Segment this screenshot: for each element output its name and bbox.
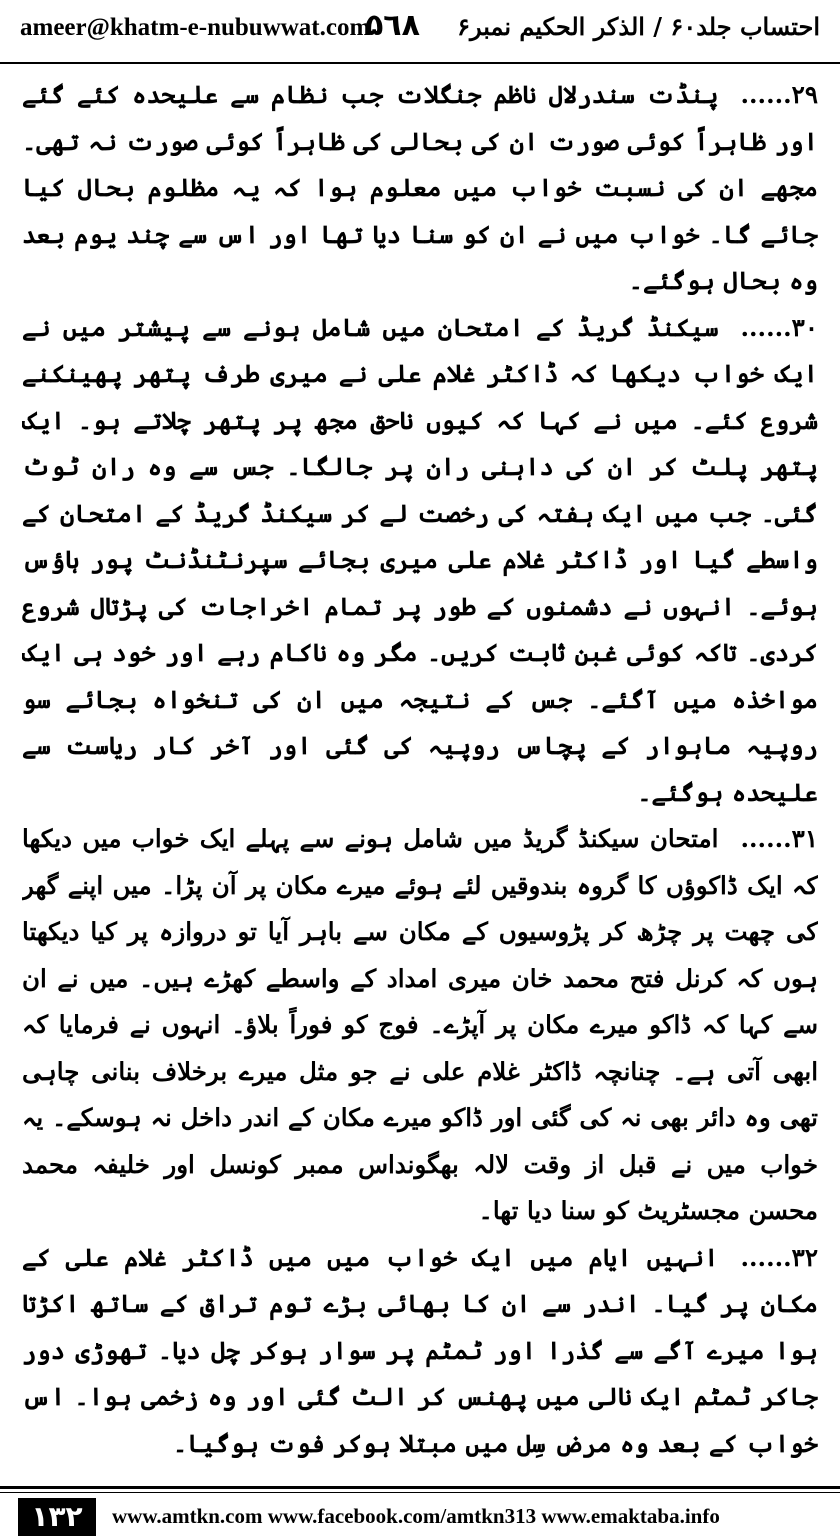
footer-urls: www.amtkn.com www.facebook.com/amtkn313 www.emaktaba.info (112, 1504, 720, 1528)
paragraph-number: ۳۰...... (740, 312, 818, 342)
paragraph (22, 1235, 818, 1465)
footer-rule-thin (0, 1492, 840, 1493)
paragraph-text: پنڈت سندرلال ناظم جنگلات جب نظام سے علیحدہ کئے گئے اور ظاہراً کوئی صورت ان کی بحالی کی ظاہراً کوئی صورت نہ تھی۔ مجھے ان کی نسبت خواب میں معلوم ہوا کہ یہ مظلوم بحال کیا جائے گا۔ خواب میں نے ان کو سنا دیا تھا اور اس سے چند یوم بعد وہ بحال ہوگئے۔ (22, 80, 818, 295)
paragraph-number: ۳۲...... (740, 1242, 818, 1272)
paragraph-text: سیکنڈ گریڈ کے امتحان میں شامل ہونے سے پیشتر میں نے ایک خواب دیکھا کہ ڈاکٹر غلام علی نے میری طرف پتھر پھینکنے شروع کئے۔ میں نے کہا کہ کیوں ناحق مجھ پر پتھر چلاتے ہو۔ ایک پتھر پلٹ کر ان کی داہنی ران پر جالگا۔ جس سے وہ ران ٹوٹ گئی۔ جب میں ایک ہفتہ کی رخصت لے کر سیکنڈ گریڈ کے امتحان کے واسطے گیا اور ڈاکٹر غلام علی میری بجائے سپرنٹنڈنٹ پور ہاؤس ہوئے۔ انہوں نے دشمنوں کے طور پر تمام اخراجات کی پڑتال شروع کردی۔ تاکہ کوئی غبن ثابت کریں۔ مگر وہ ناکام رہے اور خود ہی ایک مواخذہ میں آگئے۔ جس کے نتیجہ میں ان کی تنخواہ بجائے سو روپیہ ماہوار کے پچاس روپیہ کی گئی اور آخر کار ریاست سے علیحدہ ہوگئے۔ (22, 312, 818, 807)
header-title: احتساب جلد۶۰ / الذکر الحکیم نمبر۶ (457, 12, 820, 41)
page-content (22, 72, 818, 1464)
footer-rule (0, 1486, 840, 1489)
header-page-number: ۵٦۸ (365, 8, 420, 43)
footer-page-number: ۱۳۲ (18, 1498, 96, 1536)
paragraph-text: انہیں ایام میں ایک خواب میں میں ڈاکٹر غلام علی کے مکان پر گیا۔ اندر سے ان کا بھائی بڑے توم تراق کے ساتھ اکڑتا ہوا میرے آگے سے گذرا اور ٹمٹم پر سوار ہوکر چل دیا۔ تھوڑی دور جاکر ٹمٹم ایک نالی میں پھنس کر الٹ گئی اور وہ زخمی ہوا۔ اس خواب کے بعد وہ مرض سِل میں مبتلا ہوکر فوت ہوگیا۔ (22, 1242, 818, 1458)
page-header (0, 0, 840, 64)
paragraph (22, 305, 818, 817)
paragraph (22, 816, 818, 1235)
paragraph-number: ۳۱...... (740, 824, 818, 853)
paragraph-number: ۲۹...... (740, 80, 818, 109)
page-footer (0, 1486, 840, 1540)
header-email: ameer@khatm-e-nubuwwat.com (20, 14, 371, 41)
paragraph-text: امتحان سیکنڈ گریڈ میں شامل ہونے سے پہلے ایک خواب میں دیکھا کہ ایک ڈاکوؤں کا گروہ بندوقیں لئے ہوئے میرے مکان پر آن پڑا۔ میں اپنے گھر کی چھت پر چڑھ کر پڑوسیوں کے مکان سے باہر آیا تو دروازہ پر کیا دیکھتا ہوں کہ کرنل فتح محمد خان میری امداد کے واسطے کھڑے ہیں۔ میں نے ان سے کہا کہ ڈاکو میرے مکان پر آپڑے۔ فوج کو فوراً بلاؤ۔ انہوں نے فرمایا کہ ابھی آتی ہے۔ چنانچہ ڈاکٹر غلام علی نے جو مثل میرے برخلاف بنانی چاہی تھی وہ دائر بھی نہ کی گئی اور ڈاکو میرے مکان کے اندر داخل نہ ہوسکے۔ یہ خواب میں نے قبل از وقت لالہ بھگونداس ممبر کونسل اور خلیفہ محمد محسن مجسٹریٹ کو سنا دیا تھا۔ (22, 824, 818, 1225)
paragraph (22, 72, 818, 305)
